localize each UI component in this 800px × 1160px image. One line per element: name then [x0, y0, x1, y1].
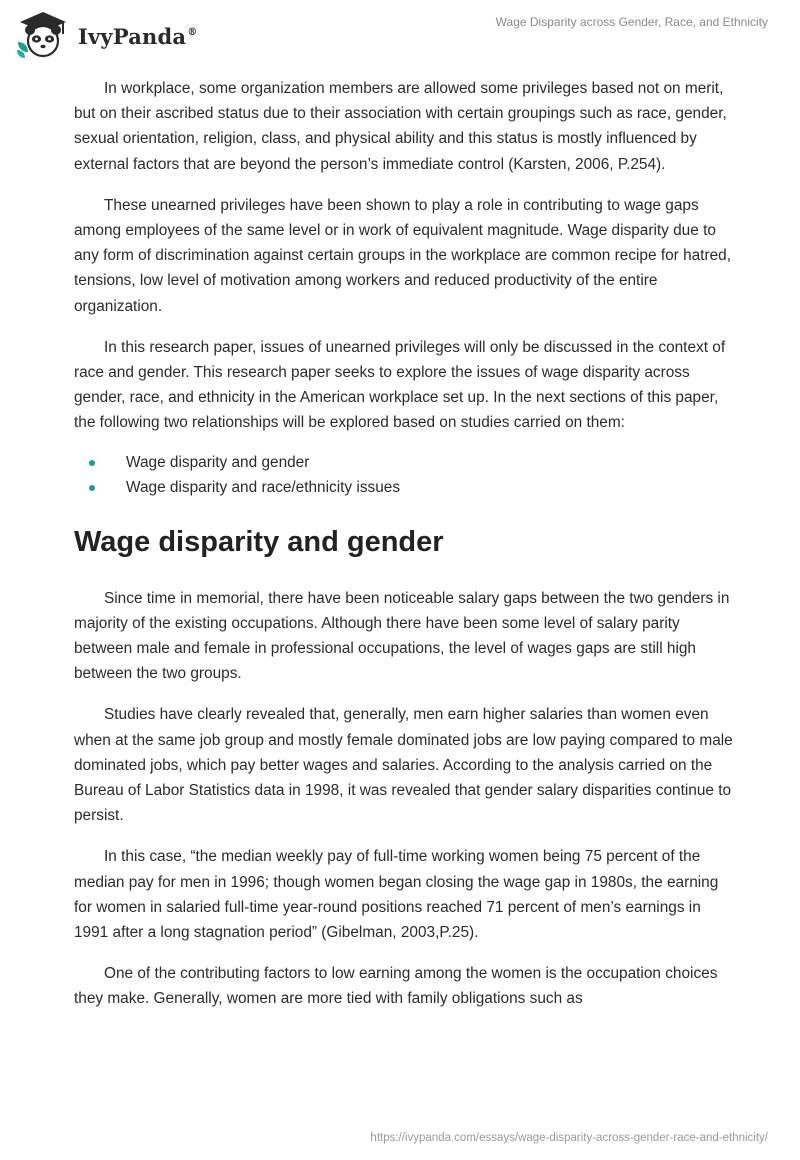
paragraph: Studies have clearly revealed that, generally, men earn higher salaries than women even when at the same job group and mostly female dominated jobs are low paying compared to male dominated jobs, which pay better wages and salaries. According to the analysis carried on the Bureau of Labor Statistics data in 1998, it was revealed that gender salary disparities continue to persist. [74, 706, 733, 825]
document-title: Wage Disparity across Gender, Race, and Ethnicity [495, 15, 768, 29]
panda-logo-icon [14, 8, 72, 60]
bullet-dot-icon [89, 485, 95, 491]
paragraph: In this research paper, issues of unearned privileges will only be discussed in the context of race and gender. This research paper seeks to explore the issues of wage disparity across gender, race, and ethnicity in the American workplace set up. In the next sections of this paper, the following two relationships will be explored based on studies carried on them: [74, 338, 726, 432]
paragraph: Since time in memorial, there have been noticeable salary gaps between the two genders in majority of the existing occupations. Although there have been some level of salary parity between male and female in professional occupations, the level of wages gaps are still high between the two groups. [74, 589, 730, 683]
relationships-list [74, 450, 734, 500]
logo-text [78, 24, 197, 49]
page-header [0, 0, 800, 64]
registered-mark: ® [187, 27, 198, 38]
essay-content [74, 76, 734, 1028]
paragraph: One of the contributing factors to low earning among the women is the occupation choices they make. Generally, women are more tied with family obligations such as [74, 965, 718, 1008]
paragraph: In this case, “the median weekly pay of full-time working women being 75 percent of the median pay for men in 1996; though women began closing the wage gap in 1980s, the earning for women in salaried full-time year-round positions reached 71 percent of men’s earnings in 1991 after a long stagnation period” (Gibelman, 2003,P.25). [74, 848, 719, 942]
logo-name: IvyPanda [78, 24, 187, 49]
source-url-link[interactable]: https://ivypanda.com/essays/wage-disparity-across-gender-race-and-ethnicity/ [370, 1132, 768, 1144]
paragraph: In workplace, some organization members are allowed some privileges based not on merit, but on their ascribed status due to their association with certain groupings such as race, gender, sexual orientation, religion, class, and physical ability and this status is mostly influenced by external factors that are beyond the person’s immediate control (Karsten, 2006, P.254). [74, 80, 727, 173]
paragraph: These unearned privileges have been shown to play a role in contributing to wage gaps among employees of the same level or in work of equivalent magnitude. Wage disparity due to any form of discrimination against certain groups in the workplace are common recipe for hatred, tensions, low level of motivation among workers and reduced productivity of the entire organization. [74, 196, 731, 315]
list-item [74, 475, 734, 500]
list-item-text: Wage disparity and gender [126, 453, 310, 471]
list-item-text: Wage disparity and race/ethnicity issues [126, 478, 401, 496]
section-heading: Wage disparity and gender [74, 525, 444, 558]
list-item [74, 450, 734, 475]
ivypanda-logo[interactable] [14, 8, 214, 60]
bullet-dot-icon [89, 460, 95, 466]
